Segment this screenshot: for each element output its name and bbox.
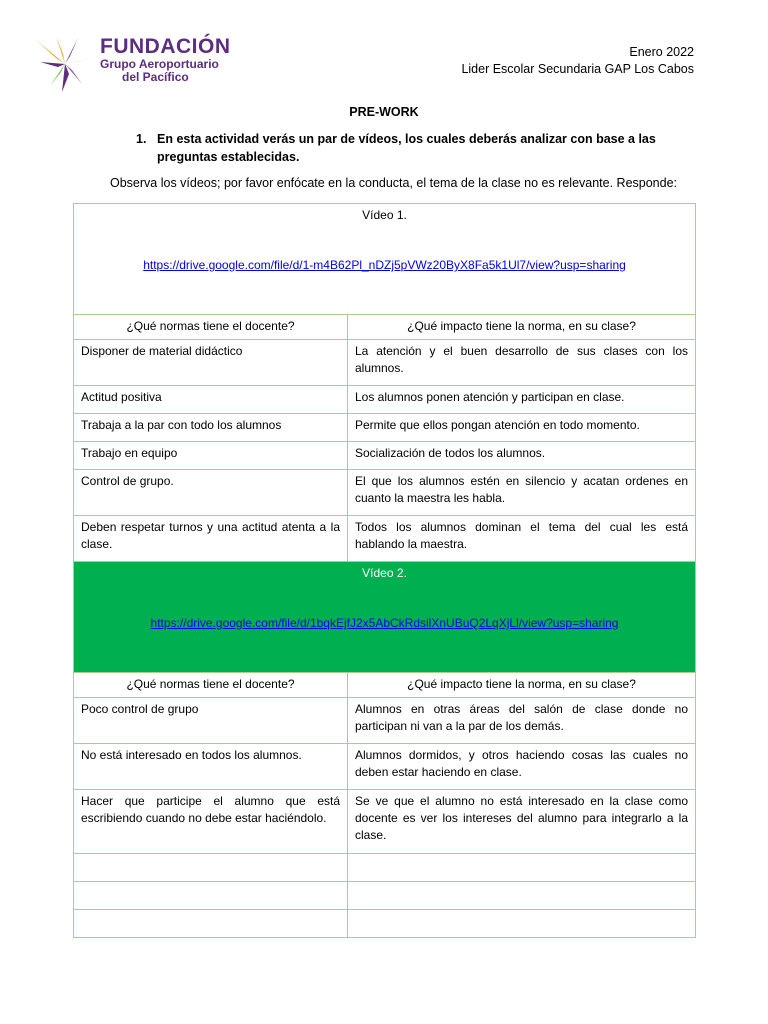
logo-star-icon (32, 34, 98, 94)
header-program: Lider Escolar Secundaria GAP Los Cabos (461, 62, 694, 76)
impacto-cell: Todos los alumnos dominan el tema del cual les está hablando la maestra. (348, 516, 696, 562)
norma-cell (74, 854, 348, 882)
table-row (74, 414, 696, 442)
column-header-impacto: ¿Qué impacto tiene la norma, en su clase? (348, 673, 696, 698)
table-row (74, 854, 696, 882)
column-header-normas: ¿Qué normas tiene el docente? (74, 673, 348, 698)
instruction-number: 1. (136, 132, 147, 146)
video1-header-row (74, 204, 696, 315)
instruction-text: En esta actividad verás un par de vídeos, los cuales deberás analizar con base a las preguntas establecidas. (157, 132, 656, 164)
norma-cell (74, 910, 348, 938)
video2-header-row (74, 562, 696, 673)
norma-cell: Trabaja a la par con todo los alumnos (74, 414, 348, 442)
norma-cell: Poco control de grupo (74, 698, 348, 744)
column-header-impacto: ¿Qué impacto tiene la norma, en su clase? (348, 315, 696, 340)
logo-title: FUNDACIÓN (100, 35, 231, 58)
document-title: PRE-WORK (349, 105, 419, 119)
norma-cell: Hacer que participe el alumno que está escribiendo cuando no debe estar haciéndolo. (74, 790, 348, 854)
logo-line-1: Grupo Aeroportuario (100, 57, 219, 71)
video-analysis-table (73, 203, 696, 938)
table-row (74, 386, 696, 414)
impacto-cell: Permite que ellos pongan atención en todo momento. (348, 414, 696, 442)
column-header-normas: ¿Qué normas tiene el docente? (74, 315, 348, 340)
header-date: Enero 2022 (629, 45, 694, 59)
impacto-cell (348, 910, 696, 938)
video1-link[interactable]: https://drive.google.com/file/d/1-m4B62Pl_nDZj5pVWz20ByX8Fa5k1Ul7/view?usp=sharing (143, 258, 626, 272)
impacto-cell (348, 854, 696, 882)
norma-cell: Disponer de material didáctico (74, 340, 348, 386)
table-row (74, 744, 696, 790)
table-row (74, 470, 696, 516)
video2-link[interactable]: https://drive.google.com/file/d/1bqkEjfJ2x5AbCkRdsilXnUBuQ2LqXjLl/view?usp=sharing (150, 616, 619, 630)
impacto-cell: Los alumnos ponen atención y participan en clase. (348, 386, 696, 414)
video1-title: Vídeo 1. (362, 208, 407, 222)
header-info (461, 44, 694, 78)
norma-cell: Trabajo en equipo (74, 442, 348, 470)
table-row (74, 790, 696, 854)
fundacion-logo (32, 34, 232, 96)
norma-cell: Actitud positiva (74, 386, 348, 414)
table-column-header-row (74, 315, 696, 340)
video2-cell (74, 562, 696, 673)
norma-cell: Control de grupo. (74, 470, 348, 516)
norma-cell: No está interesado en todos los alumnos. (74, 744, 348, 790)
table-column-header-row (74, 673, 696, 698)
logo-line-2: del Pacífico (122, 70, 189, 84)
impacto-cell: El que los alumnos estén en silencio y acatan ordenes en cuanto la maestra les habla. (348, 470, 696, 516)
table-row (74, 698, 696, 744)
impacto-cell: Se ve que el alumno no está interesado en la clase como docente es ver los intereses del alumno para integrarlo a la clase. (348, 790, 696, 854)
instruction-item (136, 130, 656, 166)
impacto-cell: Alumnos dormidos, y otros haciendo cosas las cuales no deben estar haciendo en clase. (348, 744, 696, 790)
table-row (74, 910, 696, 938)
table-row (74, 882, 696, 910)
table-row (74, 516, 696, 562)
norma-cell (74, 882, 348, 910)
impacto-cell: Alumnos en otras áreas del salón de clase donde no participan ni van a la par de los demás. (348, 698, 696, 744)
impacto-cell: Socialización de todos los alumnos. (348, 442, 696, 470)
norma-cell: Deben respetar turnos y una actitud atenta a la clase. (74, 516, 348, 562)
table-row (74, 442, 696, 470)
video2-title: Vídeo 2. (362, 566, 407, 580)
impacto-cell: La atención y el buen desarrollo de sus clases con los alumnos. (348, 340, 696, 386)
observe-text: Observa los vídeos; por favor enfócate en la conducta, el tema de la clase no es relevante. Responde: (110, 176, 678, 190)
video1-cell (74, 204, 696, 315)
impacto-cell (348, 882, 696, 910)
table-row (74, 340, 696, 386)
